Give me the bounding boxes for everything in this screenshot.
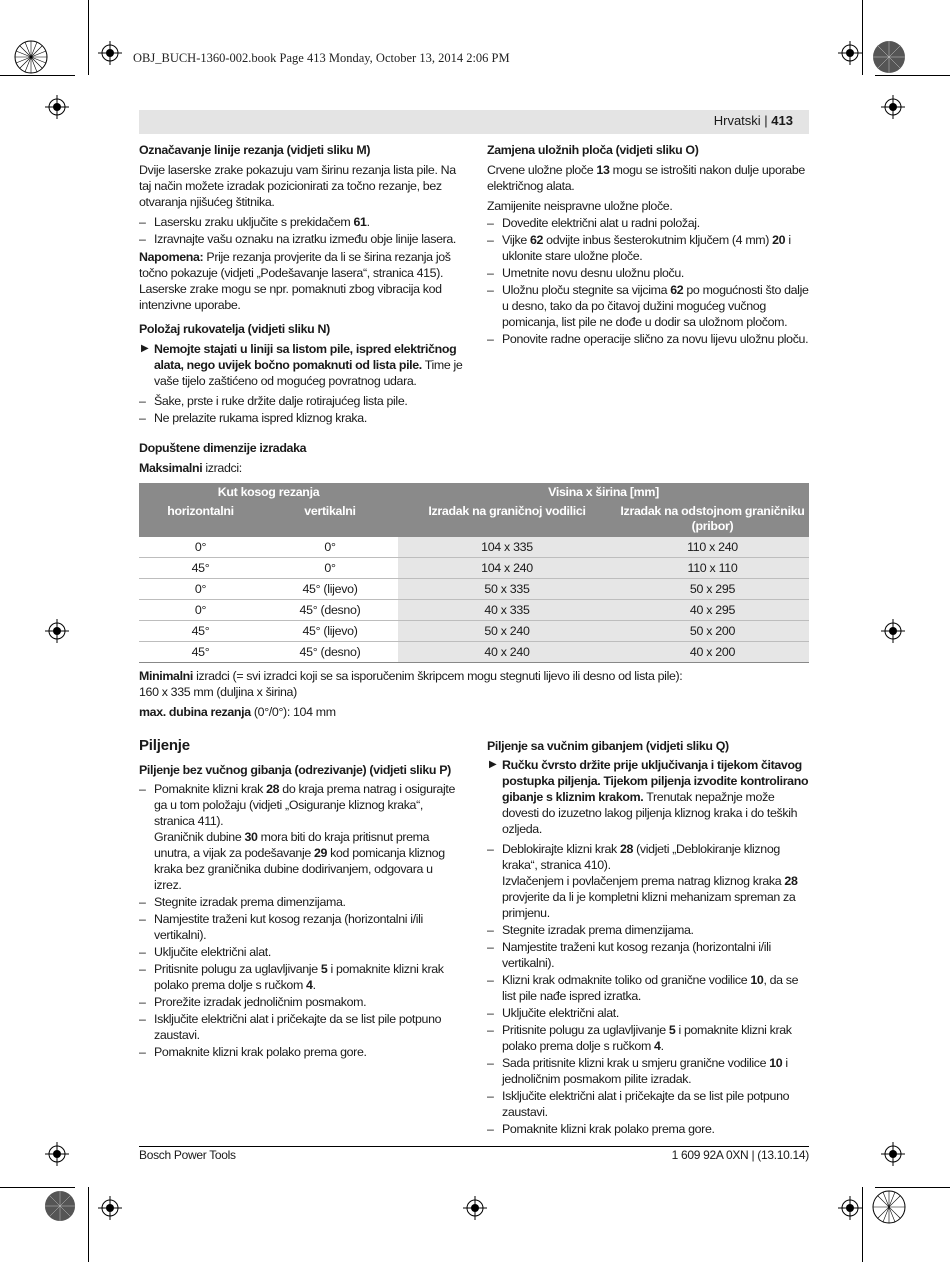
registration-mark-icon xyxy=(872,1190,906,1224)
list-item: – Ponovite radne operacije slično za novu lijevu uložnu ploču. xyxy=(487,331,809,347)
crosshair-mark-icon xyxy=(98,1196,122,1220)
text: Pritisnite polugu za uglavljivanje xyxy=(154,962,321,976)
table-row xyxy=(139,642,809,663)
text: Pritisnite polugu za uglavljivanje xyxy=(502,1023,669,1037)
registration-mark-icon xyxy=(872,40,906,74)
text: mogu se istrošiti nakon dulje uporabe električnog alata. xyxy=(487,163,805,193)
registration-mark-icon xyxy=(14,40,48,74)
dimensions-heading xyxy=(139,440,809,480)
text: , da se list pile nađe ispred izratka. xyxy=(502,973,799,1003)
text-bold: max. dubina rezanja xyxy=(139,705,251,719)
list-item: – Prorežite izradak jednoličnim posmakom. xyxy=(139,994,461,1010)
text: kod pomicanja kliznog kraka bez graničnika dubine dodirivanjem, odgovara u izrez. xyxy=(154,846,445,892)
table-cell: 0° xyxy=(262,558,398,579)
list-item: – Stegnite izradak prema dimenzijama. xyxy=(139,894,461,910)
table-cell: 0° xyxy=(139,600,262,621)
ref-number: 10 xyxy=(769,1056,783,1070)
list-item: – Namjestite traženi kut kosog rezanja (horizontalni i/ili vertikalni). xyxy=(139,911,461,943)
bullet-list xyxy=(139,781,461,1060)
text: (vidjeti „Deblokiranje kliznog kraka“, stranica 410). xyxy=(502,842,780,872)
table-row xyxy=(139,579,809,600)
table-cell: 45° (desno) xyxy=(262,642,398,663)
crosshair-mark-icon xyxy=(838,41,862,65)
list-item: – Namjestite traženi kut kosog rezanja (horizontalni i/ili vertikalni). xyxy=(487,939,809,971)
list-item xyxy=(487,841,809,921)
text-bold: Minimalni xyxy=(139,669,193,683)
table-cell: 40 x 295 xyxy=(616,600,809,621)
list-item xyxy=(139,961,461,993)
table-subheader: Izradak na odstojnom graničniku (pribor) xyxy=(616,502,809,537)
crosshair-mark-icon xyxy=(463,1196,487,1220)
warning-triangle-icon: ▶ xyxy=(489,759,497,770)
crosshair-mark-icon xyxy=(881,619,905,643)
warning-bold: Ručku čvrsto držite prije uključivanja i tijekom čitavog postupka piljenja. Tijekom piljenja izvodite kontrolirano gibanje s kliznim krakom. xyxy=(502,758,809,804)
table-header: Visina x širina [mm] xyxy=(398,483,809,502)
dimensions-table xyxy=(139,483,809,663)
table-subheader: Izradak na graničnoj vodilici xyxy=(398,502,616,537)
note xyxy=(139,249,467,313)
table-cell: 110 x 240 xyxy=(616,537,809,558)
text: Izvlačenjem i povlačenjem prema natrag kliznog kraka xyxy=(502,874,785,888)
bullet-list xyxy=(487,841,809,1137)
text: i uklonite stare uložne ploče. xyxy=(502,233,791,263)
warning-text: Trenutak nepažnje može dovesti do izuzetno lakog piljenja kliznog kraka i do teških ozljeda. xyxy=(502,790,798,836)
list-item: – Umetnite novu desnu uložnu ploču. xyxy=(487,265,809,281)
table-cell: 50 x 295 xyxy=(616,579,809,600)
table-cell: 0° xyxy=(262,537,398,558)
text: po mogućnosti što dalje u desno, tako da po čitavoj dužini mogućeg vučnog pomicanja, list pile ne dođe u dodir sa uložnom pločom. xyxy=(502,283,809,329)
dimensions-notes xyxy=(139,668,809,724)
paragraph: 160 x 335 mm (duljina x širina) xyxy=(139,685,297,699)
text: . xyxy=(366,215,370,229)
text: Uložnu ploču stegnite sa vijcima xyxy=(502,283,671,297)
table-cell: 45° (lijevo) xyxy=(262,579,398,600)
text: . xyxy=(312,978,316,992)
list-item: – Uključite električni alat. xyxy=(139,944,461,960)
table-cell: 45° (desno) xyxy=(262,600,398,621)
table-row xyxy=(139,537,809,558)
text: Crvene uložne ploče xyxy=(487,163,597,177)
crosshair-mark-icon xyxy=(98,41,122,65)
text: Lasersku zraku uključite s prekidačem xyxy=(154,215,354,229)
table-cell: 50 x 335 xyxy=(398,579,616,600)
table-cell: 45° (lijevo) xyxy=(262,621,398,642)
table-cell: 45° xyxy=(139,621,262,642)
warning xyxy=(487,757,809,837)
page-number: 413 xyxy=(771,113,793,128)
ref-number: 29 xyxy=(313,846,328,860)
warning-text: Time je vaše tijelo zaštićeno od mogućeg povratnog udara. xyxy=(154,358,463,388)
page-header xyxy=(139,110,809,134)
table-cell: 50 x 200 xyxy=(616,621,809,642)
crosshair-mark-icon xyxy=(45,619,69,643)
ref-number: 61 xyxy=(353,215,367,229)
registration-mark-icon xyxy=(44,1190,76,1222)
list-item: – Stegnite izradak prema dimenzijama. xyxy=(487,922,809,938)
paragraph: Dvije laserske zrake pokazuju vam širinu rezanja lista pile. Na taj način možete izradak pozicionirati za točno rezanje, bez otvaranja njišućeg štitnika. xyxy=(139,163,456,209)
section-title: Označavanje linije rezanja (vidjeti sliku M) xyxy=(139,143,371,157)
list-item xyxy=(487,1055,809,1087)
ref-number: 4 xyxy=(654,1039,661,1053)
table-cell: 0° xyxy=(139,537,262,558)
text: do kraja prema natrag i osigurajte ga u tom položaju (vidjeti „Osiguranje kliznog kraka“, stranica 411). xyxy=(154,782,455,828)
table-cell: 40 x 240 xyxy=(398,642,616,663)
warning-bold: Nemojte stajati u liniji sa listom pile, ispred električnog alata, nego uvijek bočno pomaknuti od lista pile. xyxy=(154,342,457,372)
list-item: – Izravnajte vašu oznaku na izratku između obje linije lasera. xyxy=(139,231,467,247)
header-language: Hrvatski xyxy=(713,113,761,128)
ref-number: 20 xyxy=(772,233,786,247)
crosshair-mark-icon xyxy=(881,95,905,119)
text: Graničnik dubine xyxy=(154,830,245,844)
bullet-list xyxy=(487,215,809,347)
list-item: – Pomaknite klizni krak polako prema gore. xyxy=(139,1044,461,1060)
table-cell: 50 x 240 xyxy=(398,621,616,642)
text: . xyxy=(660,1039,664,1053)
note-text: Prije rezanja provjerite da li se širina rezanja još točno pokazuje (vidjeti „Podešavanje lasera“, stranica 415). Laserske zrake mogu se npr. pomaknuti zbog vibracija kod intenzivne uporabe. xyxy=(139,250,451,312)
table-cell: 104 x 240 xyxy=(398,558,616,579)
bullet-list xyxy=(139,214,467,247)
chapter-title: Piljenje xyxy=(139,737,190,754)
list-item: – Uključite električni alat. xyxy=(487,1005,809,1021)
footer-left: Bosch Power Tools xyxy=(139,1148,236,1162)
table-subheader: horizontalni xyxy=(139,502,262,537)
ref-number: 28 xyxy=(784,874,798,888)
text: mora biti do kraja pritisnut prema unutra, a vijak za podešavanje xyxy=(154,830,430,860)
list-item xyxy=(487,282,809,330)
table-row xyxy=(139,600,809,621)
paragraph xyxy=(487,162,809,194)
warning-triangle-icon: ▶ xyxy=(141,343,149,354)
footer-divider xyxy=(139,1146,809,1147)
list-item: – Ne prelazite rukama ispred kliznog kraka. xyxy=(139,410,467,426)
bullet-list xyxy=(139,393,467,426)
table-cell: 40 x 200 xyxy=(616,642,809,663)
table-cell: 110 x 110 xyxy=(616,558,809,579)
ref-number: 13 xyxy=(596,163,610,177)
ref-number: 62 xyxy=(670,283,684,297)
paragraph xyxy=(139,460,809,476)
file-info: OBJ_BUCH-1360-002.book Page 413 Monday, October 13, 2014 2:06 PM xyxy=(133,51,510,65)
section-title: Piljenje sa vučnim gibanjem (vidjeti sliku Q) xyxy=(487,739,729,753)
left-column-bottom xyxy=(139,738,461,1062)
list-item xyxy=(487,232,809,264)
list-item xyxy=(139,214,467,230)
table-row xyxy=(139,621,809,642)
list-item: – Pomaknite klizni krak polako prema gore. xyxy=(487,1121,809,1137)
text: izradci: xyxy=(202,461,242,475)
text: izradci (= svi izradci koji se sa isporučenim škripcem mogu stegnuti lijevo ili desno od lista pile): xyxy=(193,669,683,683)
header-label xyxy=(714,113,793,128)
text: provjerite da li je kompletni klizni mehanizam spreman za primjenu. xyxy=(502,890,796,920)
right-column-bottom xyxy=(487,738,809,1139)
list-item xyxy=(487,972,809,1004)
ref-number: 62 xyxy=(529,233,544,247)
ref-number: 4 xyxy=(306,978,313,992)
section-title: Položaj rukovatelja (vidjeti sliku N) xyxy=(139,322,330,336)
list-item xyxy=(487,1022,809,1054)
table-cell: 45° xyxy=(139,558,262,579)
table-header: Kut kosog rezanja xyxy=(139,483,398,502)
ref-number: 28 xyxy=(266,782,280,796)
paragraph: Zamijenite neispravne uložne ploče. xyxy=(487,199,673,213)
list-item: – Isključite električni alat i pričekajte da se list pile potpuno zaustavi. xyxy=(139,1011,461,1043)
list-item: – Šake, prste i ruke držite dalje rotirajućeg lista pile. xyxy=(139,393,467,409)
table-cell: 45° xyxy=(139,642,262,663)
ref-number: 5 xyxy=(668,1023,676,1037)
crosshair-mark-icon xyxy=(838,1196,862,1220)
paragraph xyxy=(139,668,809,684)
text: Vijke xyxy=(502,233,530,247)
text: Klizni krak odmaknite toliko od granične vodilice xyxy=(502,973,751,987)
text: i jednoličnim posmakom pilite izradak. xyxy=(502,1056,788,1086)
crosshair-mark-icon xyxy=(881,1142,905,1166)
section-title: Zamjena uložnih ploča (vidjeti sliku O) xyxy=(487,143,699,157)
header-separator: | xyxy=(760,113,772,128)
warning xyxy=(139,341,467,389)
note-label: Napomena: xyxy=(139,250,204,264)
table-row xyxy=(139,558,809,579)
ref-number: 30 xyxy=(244,830,258,844)
text: (0°/0°): 104 mm xyxy=(250,705,336,719)
section-title: Dopuštene dimenzije izradaka xyxy=(139,441,307,455)
crosshair-mark-icon xyxy=(45,1142,69,1166)
left-column-top xyxy=(139,142,467,428)
text: odvijte inbus šesterokutnim ključem (4 mm) xyxy=(543,233,773,247)
table-subheader: vertikalni xyxy=(262,502,398,537)
text: i pomaknite klizni krak polako prema dolje s ručkom xyxy=(502,1023,792,1053)
list-item xyxy=(139,781,461,893)
section-title: Piljenje bez vučnog gibanja (odrezivanje) (vidjeti sliku P) xyxy=(139,763,451,777)
ref-number: 5 xyxy=(320,962,328,976)
text: Pomaknite klizni krak xyxy=(154,782,267,796)
text-bold: Maksimalni xyxy=(139,461,203,475)
ref-number: 10 xyxy=(750,973,764,987)
text: i pomaknite klizni krak polako prema dolje s ručkom xyxy=(154,962,444,992)
text: Deblokirajte klizni krak xyxy=(502,842,620,856)
table-cell: 104 x 335 xyxy=(398,537,616,558)
list-item: – Isključite električni alat i pričekajte da se list pile potpuno zaustavi. xyxy=(487,1088,809,1120)
ref-number: 28 xyxy=(619,842,634,856)
text: Sada pritisnite klizni krak u smjeru granične vodilice xyxy=(502,1056,770,1070)
paragraph xyxy=(139,704,809,720)
table-cell: 40 x 335 xyxy=(398,600,616,621)
table-cell: 0° xyxy=(139,579,262,600)
right-column-top xyxy=(487,142,809,349)
footer-right: 1 609 92A 0XN | (13.10.14) xyxy=(671,1148,809,1162)
crosshair-mark-icon xyxy=(45,95,69,119)
list-item: – Dovedite električni alat u radni položaj. xyxy=(487,215,809,231)
